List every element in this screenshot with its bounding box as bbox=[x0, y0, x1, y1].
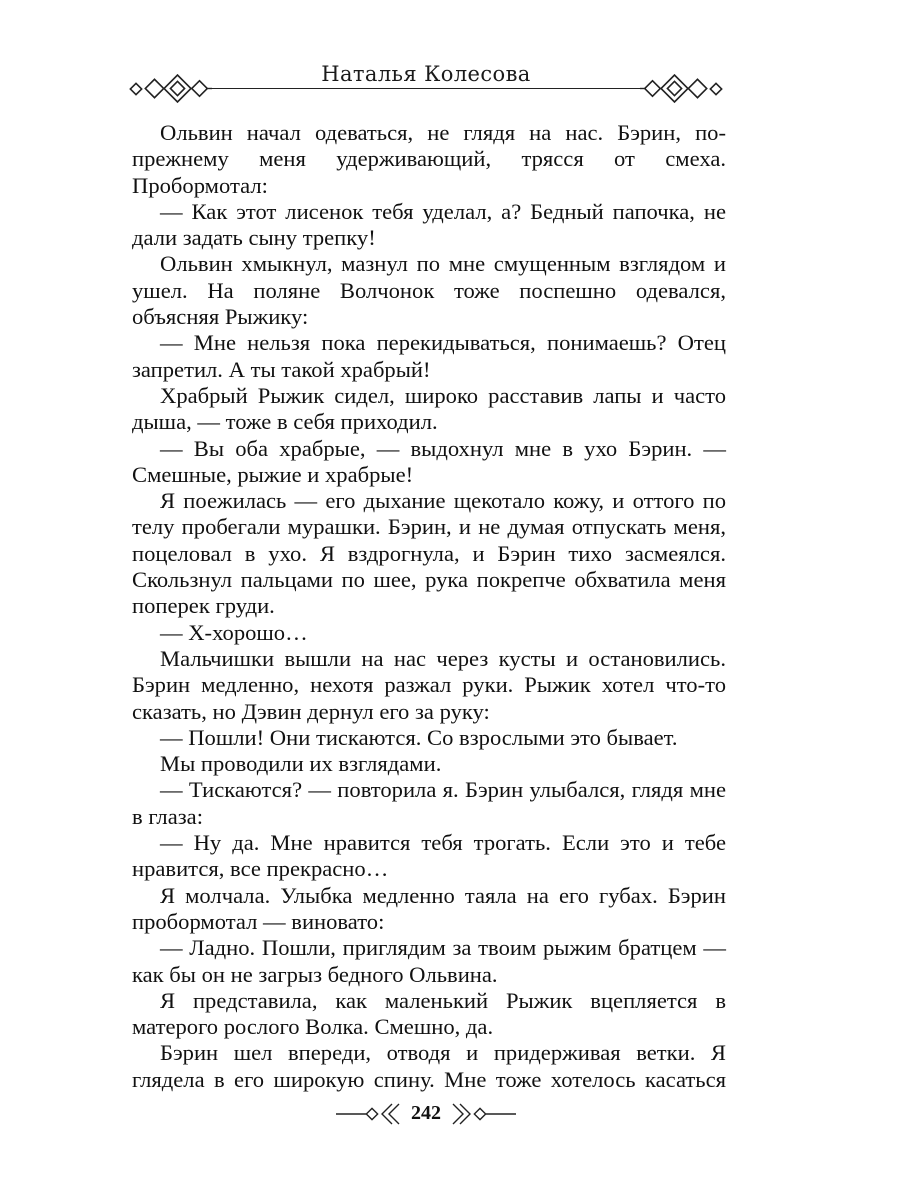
header-rule bbox=[212, 88, 640, 89]
paragraph: Я поежилась — его дыхание щекотало кожу, и оттого по телу пробегали мурашки. Бэрин, и не думая отпускать меня, поцеловал в ухо. Я вздрогнула, и Бэрин тихо засмеялся. Скользнул пальцами по шее, рука покрепче обхватила меня поперек груди. bbox=[132, 488, 726, 619]
paragraph: — Ладно. Пошли, приглядим за твоим рыжим братцем — как бы он не загрыз бедного Ольвина. bbox=[132, 935, 726, 987]
paragraph: — Вы оба храбрые, — выдохнул мне в ухо Бэрин. — Смешные, рыжие и храбрые! bbox=[132, 435, 726, 487]
paragraph: — Мне нельзя пока перекидываться, понимаешь? Отец запретил. А ты такой храбрый! bbox=[132, 330, 726, 382]
running-header bbox=[128, 58, 724, 118]
paragraph: Ольвин хмыкнул, мазнул по мне смущенным взглядом и ушел. На поляне Волчонок тоже поспешно одевался, объясняя Рыжику: bbox=[132, 251, 726, 330]
page-number: 242 bbox=[411, 1102, 441, 1124]
paragraph: Мальчишки вышли на нас через кусты и остановились. Бэрин медленно, нехотя разжал руки. Рыжик хотел что-то сказать, но Дэвин дернул его за руку: bbox=[132, 645, 726, 724]
paragraph: Я молчала. Улыбка медленно таяла на его губах. Бэрин пробормотал — виновато: bbox=[132, 882, 726, 934]
page-number-footer bbox=[336, 1098, 516, 1130]
paragraph: Храбрый Рыжик сидел, широко расставив лапы и часто дыша, — тоже в себя приходил. bbox=[132, 382, 726, 435]
paragraph: Ольвин начал одеваться, не глядя на нас. Бэрин, по-прежнему меня удерживающий, трясся от смеха. Пробормотал: bbox=[132, 120, 726, 198]
header-author-name: Наталья Колесова bbox=[321, 62, 531, 86]
body-text bbox=[132, 120, 726, 1093]
paragraph: Мы проводили их взглядами. bbox=[160, 751, 442, 777]
paragraph: Бэрин шел впереди, отводя и придерживая ветки. Я глядела в его широкую спину. Мне тоже хотелось касаться bbox=[132, 1040, 726, 1092]
paragraph: — Пошли! Они тискаются. Со взрослыми это бывает. bbox=[160, 724, 678, 750]
paragraph: — Х-хорошо… bbox=[160, 619, 308, 645]
right-header-ornament-icon bbox=[640, 72, 724, 106]
paragraph: — Как этот лисенок тебя уделал, а? Бедный папочка, не дали задать сыну трепку! bbox=[132, 198, 726, 251]
paragraph: Я представила, как маленький Рыжик вцепляется в матерого рослого Волка. Смешно, да. bbox=[132, 987, 726, 1040]
paragraph: — Тискаются? — повторила я. Бэрин улыбался, глядя мне в глаза: bbox=[132, 777, 726, 829]
paragraph: — Ну да. Мне нравится тебя трогать. Если это и тебе нравится, все прекрасно… bbox=[132, 830, 726, 882]
